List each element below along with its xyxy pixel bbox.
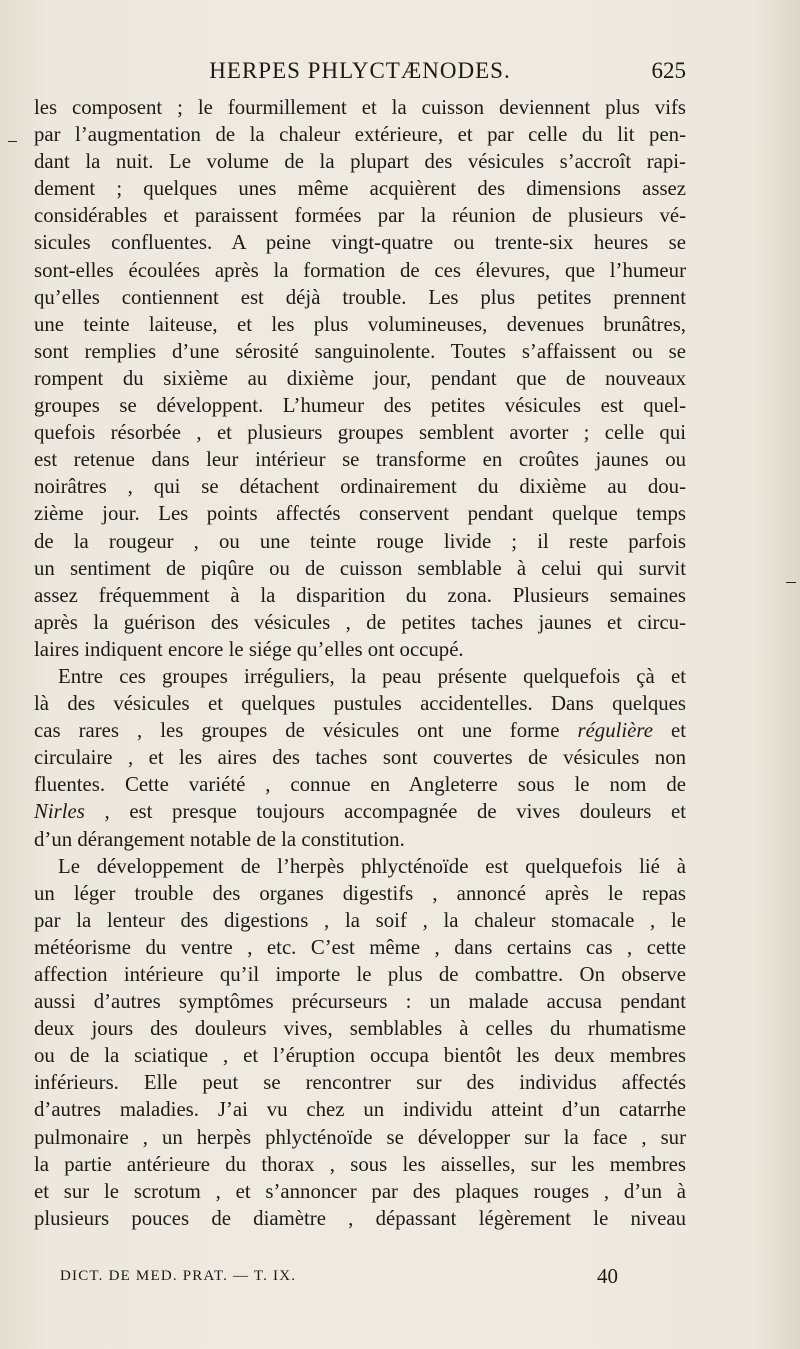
page-number: 625 (651, 58, 686, 83)
margin-mark-right (786, 582, 796, 583)
text-line: de la rougeur , ou une teinte rouge livide ; il reste parfois (34, 529, 686, 553)
page-footer (60, 1264, 660, 1294)
text-line-with-italic (34, 798, 686, 825)
text-line: zième jour. Les points affectés conservent pendant quelque temps (34, 502, 686, 526)
text-line: un sentiment de piqûre ou de cuisson semblable à celui qui survit (34, 556, 686, 580)
text-line: sont-elles écoulées après la formation de ces élevures, que l’humeur (34, 258, 686, 282)
text-line: qu’elles contiennent est déjà trouble. Les plus petites prennent (34, 285, 686, 309)
paragraph-1 (34, 94, 686, 663)
printer-signature: DICT. DE MED. PRAT. — T. IX. (60, 1268, 297, 1284)
text-line: Entre ces groupes irréguliers, la peau présente quelquefois çà et (58, 664, 686, 688)
text-line: ou de la sciatique , et l’éruption occupa bientôt les deux membres (34, 1044, 686, 1068)
text-line: circulaire , et les aires des taches sont couvertes de vésicules non (34, 746, 686, 770)
text-line: considérables et paraissent formées par la réunion de plusieurs vé- (34, 204, 686, 228)
text-line: les composent ; le fourmillement et la cuisson deviennent plus vifs (34, 96, 686, 119)
text-line: météorisme du ventre , etc. C’est même , dans certains cas , cette (34, 935, 686, 959)
text-line: d’un dérangement notable de la constitution. (34, 827, 405, 851)
text-line: plusieurs pouces de diamètre , dépassant légèrement le niveau (34, 1206, 686, 1230)
text-line: après la guérison des vésicules , de petites taches jaunes et circu- (34, 610, 686, 634)
text-line-with-italic: cas rares , les groupes de vésicules ont une forme régulière et (34, 719, 686, 743)
text-line: sont remplies d’une sérosité sanguinolente. Toutes s’affaissent ou se (34, 339, 686, 363)
text-line: groupes se développent. L’humeur des petites vésicules est quel- (34, 394, 686, 418)
text-line: et sur le scrotum , et s’annoncer par des plaques rouges , d’un à (34, 1179, 686, 1203)
italic-term-reguliere: régulière (577, 719, 653, 743)
body-text (34, 94, 686, 1232)
text-line: quefois résorbée , et plusieurs groupes semblent avorter ; celle qui (34, 421, 686, 445)
text-line: assez fréquemment à la disparition du zona. Plusieurs semaines (34, 583, 686, 607)
text-line: laires indiquent encore le siége qu’elles ont occupé. (34, 637, 464, 661)
sheet-number: 40 (597, 1264, 618, 1288)
text-line: fluentes. Cette variété , connue en Angleterre sous le nom de (34, 773, 686, 797)
text-line: noirâtres , qui se détachent ordinairement du dixième au dou- (34, 475, 686, 499)
margin-mark-left (8, 141, 17, 142)
text-line: par la lenteur des digestions , la soif , la chaleur stomacale , le (34, 908, 686, 932)
text-line: est retenue dans leur intérieur se transforme en croûtes jaunes ou (34, 448, 686, 472)
running-title: HERPES PHLYCTÆNODES. (209, 58, 511, 83)
text-line: deux jours des douleurs vives, semblables à celles du rhumatisme (34, 1017, 686, 1041)
text-line: aussi d’autres symptômes précurseurs : un malade accusa pendant (34, 990, 686, 1014)
text-line: par l’augmentation de la chaleur extérieure, et par celle du lit pen- (34, 123, 686, 147)
text-line: dant la nuit. Le volume de la plupart des vésicules s’accroît rapi- (34, 150, 686, 174)
text-line: pulmonaire , un herpès phlycténoïde se développer sur la face , sur (34, 1125, 686, 1149)
text-line: affection intérieure qu’il importe le plus de combattre. On observe (34, 963, 686, 986)
paragraph-2 (34, 663, 686, 853)
text-line: inférieurs. Elle peut se rencontrer sur des individus affectés (34, 1071, 686, 1095)
text-line: la partie antérieure du thorax , sous les aisselles, sur les membres (34, 1152, 686, 1176)
text-line: là des vésicules et quelques pustules accidentelles. Dans quelques (34, 692, 686, 716)
page-header (34, 58, 686, 94)
text-line: rompent du sixième au dixième jour, pendant que de nouveaux (34, 366, 686, 390)
text-line: un léger trouble des organes digestifs , annoncé après le repas (34, 881, 686, 905)
text-line: Le développement de l’herpès phlycténoïde est quelquefois lié à (58, 854, 686, 878)
text-line: dement ; quelques unes même acquièrent des dimensions assez (34, 177, 686, 201)
line-text: cas rares , les groupes de vésicules ont une forme (34, 719, 560, 743)
line-text: est presque toujours accompagnée de vives douleurs et (129, 800, 687, 824)
italic-term-nirles: Nirles , (34, 800, 110, 824)
text-line: sicules confluentes. A peine vingt-quatre ou trente-six heures se (34, 231, 686, 255)
paragraph-3 (34, 853, 686, 1232)
text-line: d’autres maladies. J’ai vu chez un individu atteint d’un catarrhe (34, 1098, 686, 1122)
text-line: une teinte laiteuse, et les plus volumineuses, devenues brunâtres, (34, 312, 686, 336)
